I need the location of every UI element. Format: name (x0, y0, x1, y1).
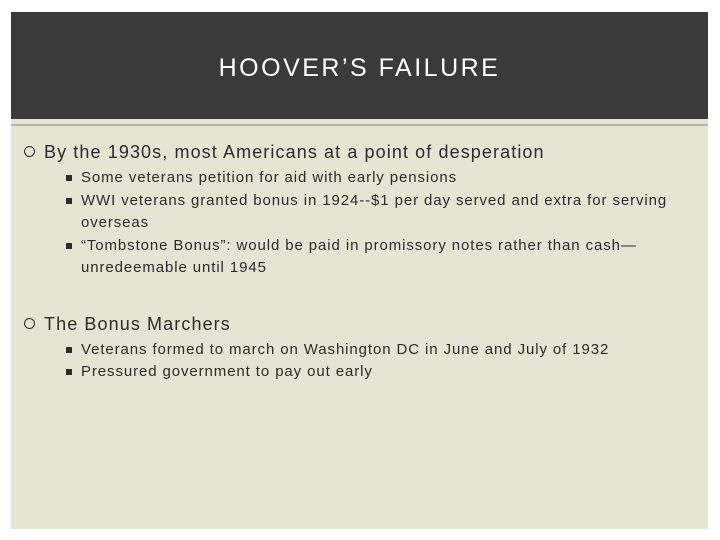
slide-body (44, 140, 698, 384)
bullet-text: Veterans formed to march on Washington DC in June and July of 1932 (81, 340, 610, 358)
bullet-level1 (44, 140, 698, 164)
square-bullet-icon (66, 198, 72, 204)
title-divider (11, 124, 708, 126)
bullet-level2 (81, 167, 698, 190)
square-bullet-icon (66, 175, 72, 181)
bullet-text: “Tombstone Bonus”: would be paid in promissory notes rather than cash—unredeemable until 1945 (81, 236, 637, 276)
square-bullet-icon (66, 347, 72, 353)
slide-title: HOOVER’S FAILURE (218, 54, 501, 82)
slide (11, 12, 708, 529)
square-bullet-icon (66, 369, 72, 375)
bullet-level2 (81, 361, 698, 384)
bullet-text: WWI veterans granted bonus in 1924--$1 per day served and extra for serving overseas (81, 191, 668, 231)
bullet-text: Pressured government to pay out early (81, 363, 373, 380)
bullet-level2 (81, 235, 698, 280)
hollow-circle-bullet-icon (24, 318, 35, 329)
title-bar (11, 12, 708, 119)
bullet-text: The Bonus Marchers (44, 313, 231, 334)
bullet-level2 (81, 190, 698, 235)
bullet-text: Some veterans petition for aid with early pensions (81, 169, 458, 186)
bullet-level1 (44, 312, 698, 336)
square-bullet-icon (66, 243, 72, 249)
bullet-text: By the 1930s, most Americans at a point of desperation (44, 142, 545, 162)
hollow-circle-bullet-icon (24, 146, 35, 157)
bullet-level2 (81, 339, 698, 362)
